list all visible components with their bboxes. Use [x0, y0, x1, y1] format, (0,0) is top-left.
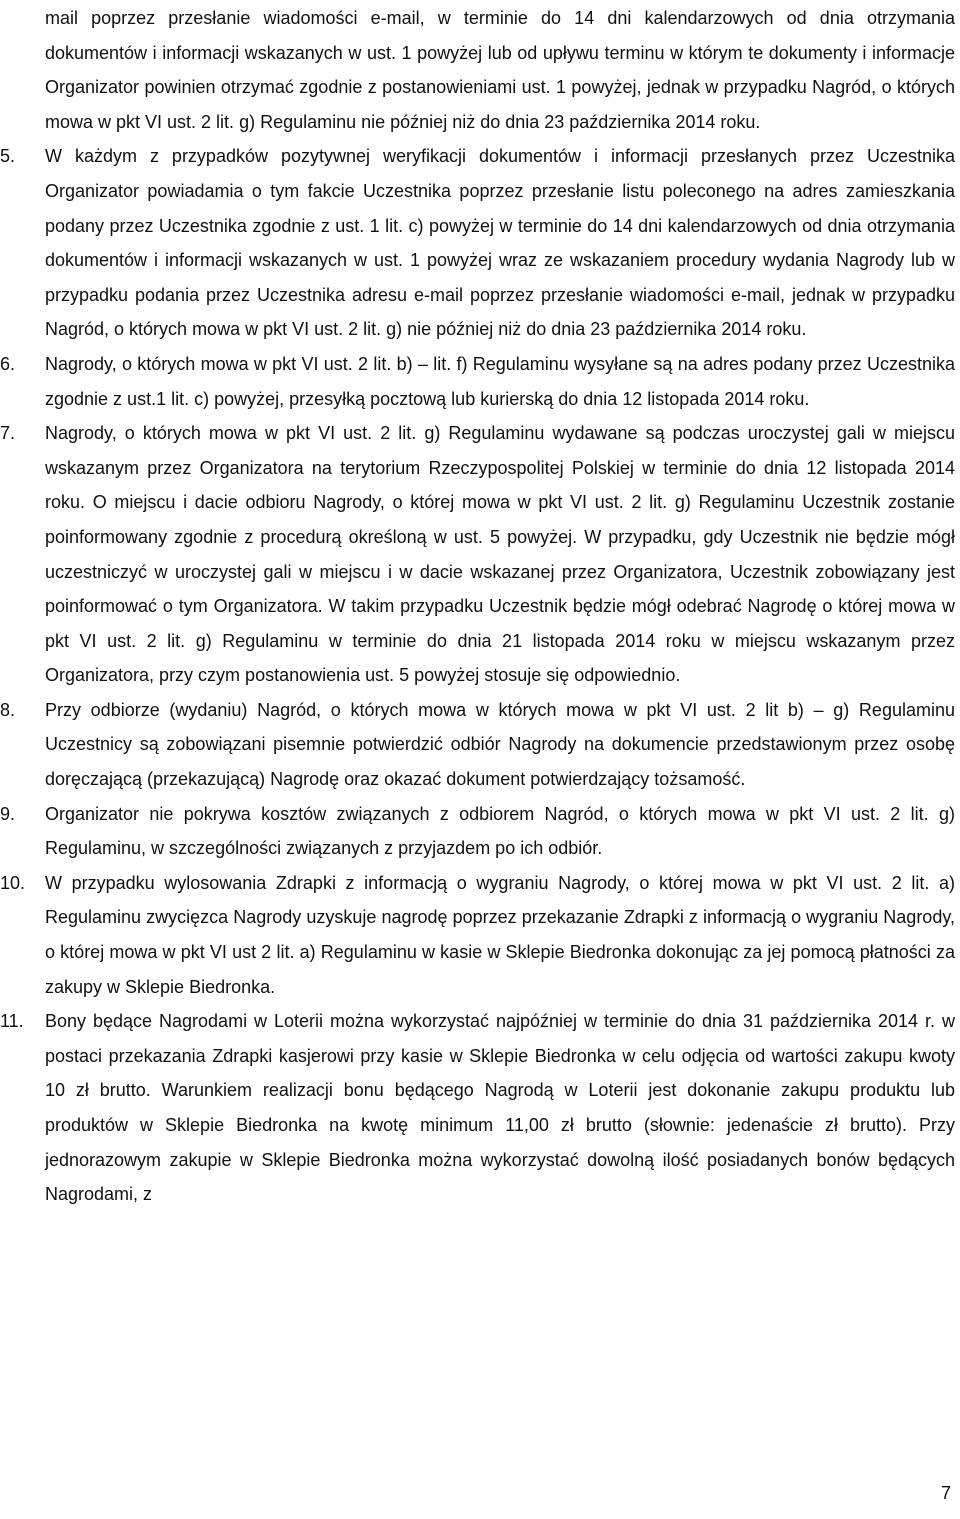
list-item-6	[0, 347, 960, 416]
list-item-9	[0, 797, 960, 866]
item-number: 9.	[0, 803, 16, 824]
list-item-10	[0, 866, 960, 1004]
item-text: W każdym z przypadków pozytywnej weryfikacji dokumentów i informacji przesłanych przez Uczestnika Organizator powiadamia o tym fakcie Uczestnika poprzez przesłanie listu poleconego na adres zamieszkania podany przez Uczestnika zgodnie z ust. 1 lit. c) powyżej w terminie do 14 dni kalendarzowych od dnia otrzymania dokumentów i informacji wskazanych w ust. 1 powyżej wraz ze wskazaniem procedury wydania Nagrody lub w przypadku podania przez Uczestnika adresu e-mail poprzez przesłanie wiadomości e-mail, jednak w przypadku Nagród, o których mowa w pkt VI ust. 2 lit. g) nie później niż do dnia 23 października 2014 roku.	[45, 146, 955, 340]
item-number: 11.	[0, 1011, 24, 1032]
item-text: W przypadku wylosowania Zdrapki z informacją o wygraniu Nagrody, o której mowa w pkt VI ust. 2 lit. a) Regulaminu zwycięzca Nagrody uzyskuje nagrodę poprzez przekazanie Zdrapki z informacją o wygraniu Nagrody, o której mowa w pkt VI ust 2 lit. a) Regulaminu w kasie w Sklepie Biedronka dokonując za jej pomocą płatności za zakupy w Sklepie Biedronka.	[45, 872, 955, 997]
item-number: 7.	[0, 423, 16, 444]
continuation-paragraph	[0, 1, 960, 139]
list-item-7	[0, 416, 960, 693]
item-number: 8.	[0, 699, 16, 720]
page-number: 7	[940, 1483, 951, 1503]
paragraph-text: mail poprzez przesłanie wiadomości e-mail, w terminie do 14 dni kalendarzowych od dnia otrzymania dokumentów i informacji wskazanych w ust. 1 powyżej lub od upływu terminu w którym te dokumenty i informacje Organizator powinien otrzymać zgodnie z postanowieniami ust. 1 powyżej, jednak w przypadku Nagród, o których mowa w pkt VI ust. 2 lit. g) Regulaminu nie później niż do dnia 23 października 2014 roku.	[45, 8, 955, 132]
list-item-5	[0, 139, 960, 347]
item-text: Nagrody, o których mowa w pkt VI ust. 2 lit. g) Regulaminu wydawane są podczas uroczystej gali w miejscu wskazanym przez Organizatora na terytorium Rzeczypospolitej Polskiej w terminie do dnia 12 listopada 2014 roku. O miejscu i dacie odbioru Nagrody, o której mowa w pkt VI ust. 2 lit. g) Regulaminu Uczestnik zostanie poinformowany zgodnie z procedurą określoną w ust. 5 powyżej. W przypadku, gdy Uczestnik nie będzie mógł uczestniczyć w uroczystej gali w miejscu i w dacie wskazanej przez Organizatora, Uczestnik zobowiązany jest poinformować o tym Organizatora. W takim przypadku Uczestnik będzie mógł odebrać Nagrodę o której mowa w pkt VI ust. 2 lit. g) Regulaminu w terminie do dnia 21 listopada 2014 roku w miejscu wskazanym przez Organizatora, przy czym postanowienia ust. 5 powyżej stosuje się odpowiednio.	[45, 423, 955, 686]
item-text: Przy odbiorze (wydaniu) Nagród, o których mowa w których mowa w pkt VI ust. 2 lit b) – g) Regulaminu Uczestnicy są zobowiązani pisemnie potwierdzić odbiór Nagrody na dokumencie przedstawionym przez osobę doręczającą (przekazującą) Nagrodę oraz okazać dokument potwierdzający tożsamość.	[45, 699, 955, 790]
item-number: 6.	[0, 353, 16, 374]
item-text: Organizator nie pokrywa kosztów związanych z odbiorem Nagród, o których mowa w pkt VI ust. 2 lit. g) Regulaminu, w szczególności związanych z przyjazdem po ich odbiór.	[45, 803, 955, 859]
item-text: Nagrody, o których mowa w pkt VI ust. 2 lit. b) – lit. f) Regulaminu wysyłane są na adres podany przez Uczestnika zgodnie z ust.1 lit. c) powyżej, przesyłką pocztową lub kurierską do dnia 12 listopada 2014 roku.	[45, 353, 955, 409]
list-item-8	[0, 693, 960, 797]
item-number: 10.	[0, 872, 26, 893]
item-text: Bony będące Nagrodami w Loterii można wykorzystać najpóźniej w terminie do dnia 31 października 2014 r. w postaci przekazania Zdrapki kasjerowi przy kasie w Sklepie Biedronka w celu odjęcia od wartości zakupu kwoty 10 zł brutto. Warunkiem realizacji bonu będącego Nagrodą w Loterii jest dokonanie zakupu produktu lub produktów w Sklepie Biedronka na kwotę minimum 11,00 zł brutto (słownie: jedenaście zł brutto). Przy jednorazowym zakupie w Sklepie Biedronka można wykorzystać dowolną ilość posiadanych bonów będących Nagrodami, z	[45, 1011, 955, 1205]
list-item-11	[0, 1004, 960, 1212]
item-number: 5.	[0, 146, 16, 167]
